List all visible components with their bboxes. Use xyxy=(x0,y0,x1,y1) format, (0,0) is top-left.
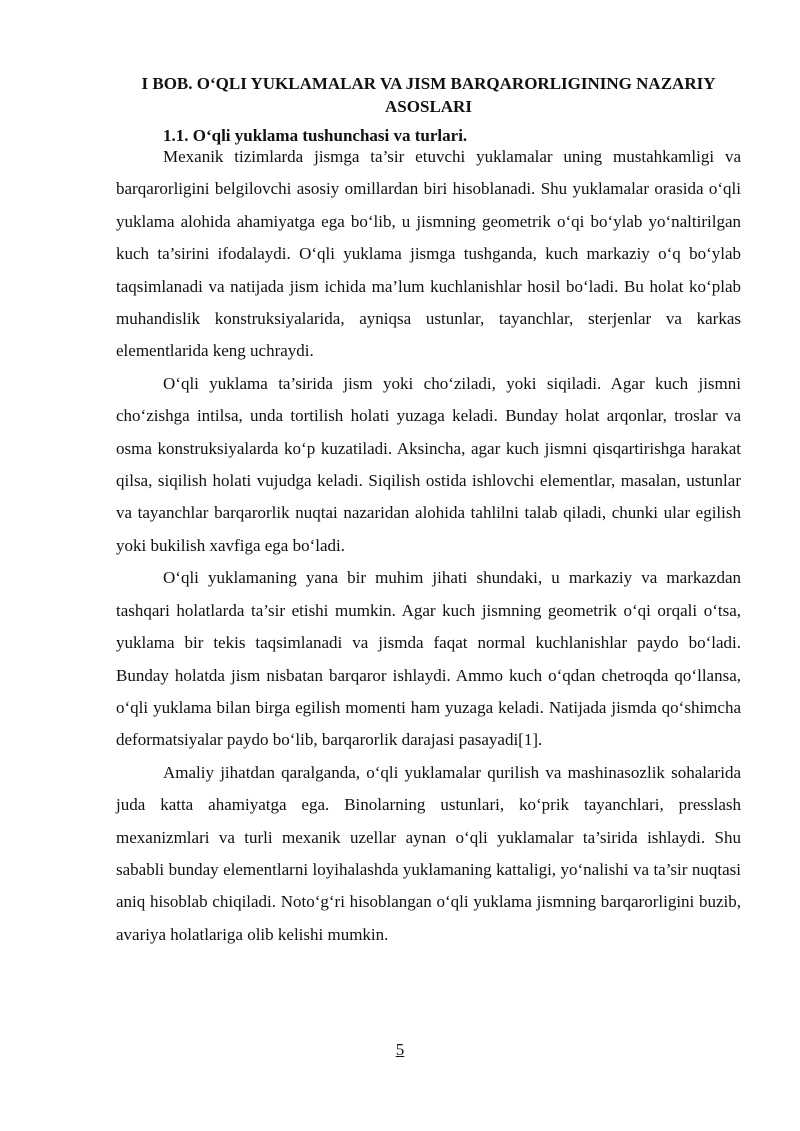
document-page xyxy=(116,72,741,951)
paragraph: O‘qli yuklamaning yana bir muhim jihati shundaki, u markaziy va markazdan tashqari holatlarda ta’sir etishi mumkin. Agar kuch jismning geometrik o‘qi orqali o‘tsa, yuklama bir tekis taqsimlanadi va jismda faqat normal kuchlanishlar paydo bo‘ladi. Bunday holatda jism nisbatan barqaror ishlaydi. Ammo kuch o‘qdan chetroqda qo‘llansa, o‘qli yuklama bilan birga egilish momenti ham yuzaga keladi. Natijada jismda qo‘shimcha deformatsiyalar paydo bo‘lib, barqarorlik darajasi pasayadi[1]. xyxy=(116,568,741,750)
paragraph: Amaliy jihatdan qaralganda, o‘qli yuklamalar qurilish va mashinasozlik sohalarida juda katta ahamiyatga ega. Binolarning ustunlari, ko‘prik tayanchlari, presslash mexanizmlari va turli mexanik uzellar aynan o‘qli yuklamalar ta’sirida ishlaydi. Shu sababli bunday elementlarni loyihalashda yuklamaning kattaligi, yo‘nalishi va ta’sir nuqtasi aniq hisoblab chiqiladi. Noto‘g‘ri hisoblangan o‘qli yuklama jismning barqarorligini buzib, avariya holatlariga olib kelishi mumkin. xyxy=(116,762,741,944)
chapter-title: I BOB. O‘QLI YUKLAMALAR VA JISM BARQARORLIGINING NAZARIY ASOSLARI xyxy=(141,74,716,116)
paragraph: O‘qli yuklama ta’sirida jism yoki cho‘ziladi, yoki siqiladi. Agar kuch jismni cho‘zishga intilsa, unda tortilish holati yuzaga keladi. Bunday holat arqonlar, troslar va osma konstruksiyalarda ko‘p kuzatiladi. Aksincha, agar kuch jismni qisqartirishga harakat qilsa, siqilish holati vujudga keladi. Siqilish ostida ishlovchi elementlar, masalan, ustunlar va tayanchlar barqarorlik nuqtai nazaridan alohida tahlilni talab qiladi, chunki ular egilish yoki bukilish xavfiga ega bo‘ladi. xyxy=(116,373,741,555)
page-number: 5 xyxy=(395,1040,405,1059)
paragraph: Mexanik tizimlarda jismga ta’sir etuvchi yuklamalar uning mustahkamligi va barqarorligini belgilovchi asosiy omillardan biri hisoblanadi. Shu yuklamalar orasida o‘qli yuklama alohida ahamiyatga ega bo‘lib, u jismning geometrik o‘qi bo‘ylab yo‘naltirilgan kuch ta’sirini ifodalaydi. O‘qli yuklama jismga tushganda, kuch markaziy o‘q bo‘ylab taqsimlanadi va natijada jism ichida ma’lum kuchlanishlar hosil bo‘ladi. Bu holat ko‘plab muhandislik konstruksiyalarida, ayniqsa ustunlar, tayanchlar, sterjenlar va karkas elementlarida keng uchraydi. xyxy=(116,147,741,361)
section-title: 1.1. O‘qli yuklama tushunchasi va turlari. xyxy=(163,126,468,145)
